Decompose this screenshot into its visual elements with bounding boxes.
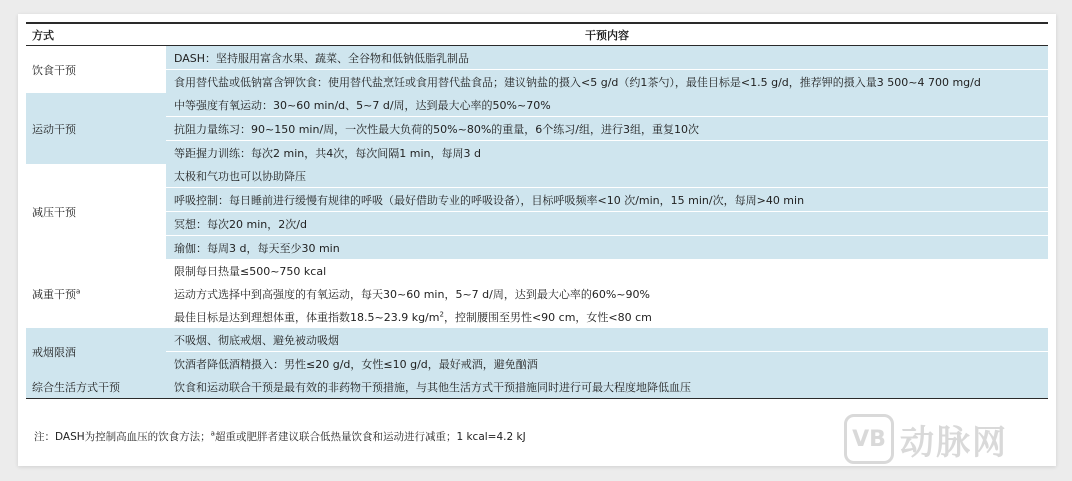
- content-cell: [166, 305, 1048, 328]
- footnote-prefix: 注：DASH为控制高血压的饮食方法；: [34, 431, 211, 443]
- table-row: [26, 352, 1048, 376]
- content-cell: DASH：坚持服用富含水果、蔬菜、全谷物和低钠低脂乳制品: [166, 46, 1048, 70]
- watermark: [844, 414, 1008, 464]
- table-row: [26, 212, 1048, 236]
- method-smoking: 戒烟限酒: [26, 328, 166, 375]
- method-stress: 减压干预: [26, 164, 166, 259]
- table-row: [26, 164, 1048, 188]
- footnote-sup: a: [210, 429, 215, 438]
- watermark-text: 动脉网: [900, 422, 1008, 463]
- table-header-row: [26, 23, 1048, 46]
- table-row: [26, 46, 1048, 70]
- table-row: [26, 236, 1048, 260]
- content-cell: 抗阻力量练习：90~150 min/周，一次性最大负荷的50%~80%的重量，6个练习/组，进行3组，重复10次: [166, 117, 1048, 141]
- table-row: [26, 305, 1048, 328]
- content-cell: 不吸烟、彻底戒烟、避免被动吸烟: [166, 328, 1048, 352]
- content-cell: 饮酒者降低酒精摄入：男性≤20 g/d，女性≤10 g/d，最好戒酒，避免酗酒: [166, 352, 1048, 376]
- content-cell: 运动方式选择中到高强度的有氧运动，每天30~60 min，5~7 d/周，达到最大心率的60%~90%: [166, 282, 1048, 305]
- vb-logo-icon: VB: [844, 414, 894, 464]
- table-row: [26, 70, 1048, 94]
- table-footnote: [34, 429, 526, 444]
- content-cell: 限制每日热量≤500~750 kcal: [166, 259, 1048, 282]
- table-card: [18, 14, 1056, 466]
- content-cell: 等距握力训练：每次2 min，共4次，每次间隔1 min，每周3 d: [166, 141, 1048, 165]
- method-exercise: 运动干预: [26, 93, 166, 164]
- content-text: 最佳目标是达到理想体重，体重指数18.5~23.9 kg/m: [174, 310, 440, 324]
- content-cell: 呼吸控制：每日睡前进行缓慢有规律的呼吸（最好借助专业的呼吸设备），目标呼吸频率<10 次/min，15 min/次，每周>40 min: [166, 188, 1048, 212]
- table-row: [26, 93, 1048, 117]
- table-row: [26, 188, 1048, 212]
- content-cell: 食用替代盐或低钠富含钾饮食：使用替代盐烹饪或食用替代盐食品；建议钠盐的摄入<5 g/d（约1茶勺），最佳目标是<1.5 g/d，推荐钾的摄入量3 500~4 700 mg/d: [166, 70, 1048, 94]
- footnote-suffix: 超重或肥胖者建议联合低热量饮食和运动进行减重；1 kcal=4.2 kJ: [214, 431, 526, 443]
- method-diet: 饮食干预: [26, 46, 166, 94]
- superscript: 2: [439, 309, 444, 318]
- table-row: [26, 328, 1048, 352]
- table-row: [26, 375, 1048, 399]
- content-text: ，控制腰围至男性<90 cm，女性<80 cm: [443, 310, 652, 324]
- footnote-marker: a: [76, 286, 81, 295]
- table-row: [26, 141, 1048, 165]
- content-cell: 太极和气功也可以协助降压: [166, 164, 1048, 188]
- content-cell: 中等强度有氧运动：30~60 min/d、5~7 d/周，达到最大心率的50%~70%: [166, 93, 1048, 117]
- table-row: [26, 282, 1048, 305]
- intervention-table: [26, 22, 1048, 399]
- header-method: 方式: [26, 23, 166, 46]
- method-weight-label: 减重干预: [32, 287, 76, 301]
- header-content: 干预内容: [166, 23, 1048, 46]
- content-cell: 冥想：每次20 min，2次/d: [166, 212, 1048, 236]
- method-combined: 综合生活方式干预: [26, 375, 166, 399]
- method-weight: [26, 259, 166, 328]
- table-row: [26, 117, 1048, 141]
- content-cell: 饮食和运动联合干预是最有效的非药物干预措施，与其他生活方式干预措施同时进行可最大程度地降低血压: [166, 375, 1048, 399]
- content-cell: 瑜伽：每周3 d，每天至少30 min: [166, 236, 1048, 260]
- table-row: [26, 259, 1048, 282]
